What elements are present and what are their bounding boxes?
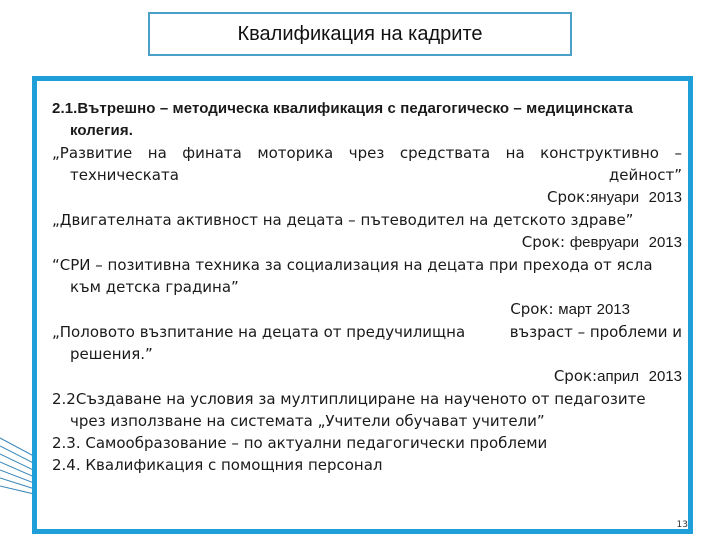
page-number: 13 (676, 520, 688, 530)
section-item-2-2: 2.2Създаване на условия за мултиплициране на наученото от педагозите чрез използване на системата „Учители обучават учители” (52, 390, 646, 430)
topic-item: „Половото възпитание на децата от предучилищна възраст – проблеми и (52, 323, 682, 341)
slide-title: Квалификация на кадрите (237, 22, 483, 45)
section-item-2-3: 2.3. Самообразование – по актуални педагогически проблеми (52, 434, 548, 452)
slide-content (52, 98, 682, 476)
section-item-2-4: 2.4. Квалификация с помощния персонал (52, 456, 383, 474)
deadline: Срок: февруари 2013 (521, 233, 682, 251)
topic-item: “СРИ – позитивна техника за социализация на децата при прехода от ясла към детска градина” (52, 256, 653, 296)
topic-item: „Двигателната активност на децата – пътеводител на детското здраве” (52, 211, 634, 229)
deadline: Срок: март 2013 (510, 300, 630, 318)
title-box (148, 12, 572, 56)
deadline: Срок:януари 2013 (546, 188, 682, 206)
section-heading-2-1: 2.1.Вътрешно – методическа квалификация с педагогическо – медицинската колегия. (52, 100, 633, 139)
topic-item-continuation: решения.” (70, 345, 153, 363)
topic-item: „Развитие на фината моторика чрез средствата на конструктивно – техническата дейност” (52, 144, 682, 184)
deadline: Срок:април 2013 (553, 367, 682, 385)
